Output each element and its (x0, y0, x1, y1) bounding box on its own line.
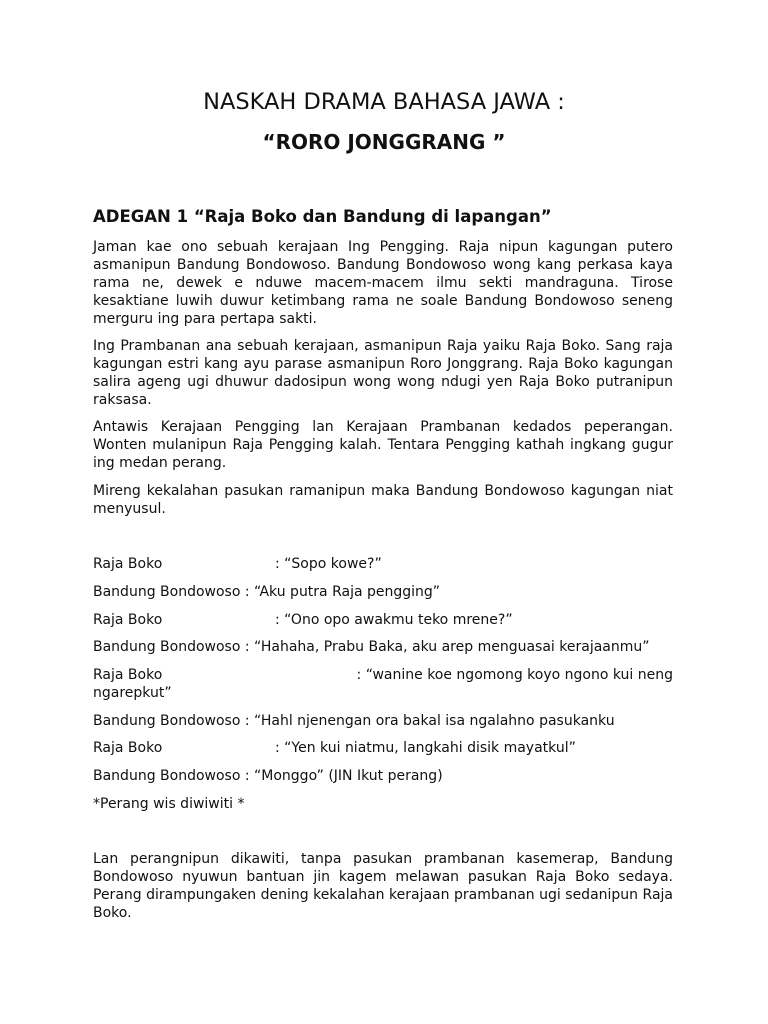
dialogue-text: : “wanine koe ngomong koyo ngono kui neng (356, 667, 673, 683)
dialogue-speaker: Bandung Bondowoso (93, 584, 241, 600)
dialogue-line (93, 666, 673, 702)
dialogue-text: : “Sopo kowe?” (275, 556, 382, 572)
dialogue-speaker: Raja Boko (93, 556, 163, 572)
closing-paragraph: Lan perangnipun dikawiti, tanpa pasukan prambanan kasemerap, Bandung Bondowoso nyuwun bantuan jin kagem melawan pasukan Raja Boko sedaya. Perang dirampungaken dening kekalahan kerajaan prambanan ugi sedanipun Raja Boko. (93, 851, 673, 921)
dialogue-line (93, 583, 673, 601)
dialogue-speaker: Raja Boko (93, 612, 163, 628)
dialogue-text: : “Yen kui niatmu, langkahi disik mayatkul” (275, 740, 576, 756)
scene-heading: ADEGAN 1 “Raja Boko dan Bandung di lapangan” (93, 207, 552, 226)
dialogue-line (93, 611, 673, 629)
dialogue-line (93, 767, 673, 785)
dialogue-line (93, 555, 673, 573)
dialogue-line (93, 739, 673, 757)
dialogue-text: : “Hahaha, Prabu Baka, aku arep menguasai kerajaanmu” (244, 639, 650, 655)
dialogue-text: : “Monggo” (JIN Ikut perang) (244, 768, 443, 784)
dialogue-text: : “Aku putra Raja pengging” (244, 584, 441, 600)
dialogue-text: : “Ono opo awakmu teko mrene?” (275, 612, 513, 628)
dialogue-line (93, 638, 673, 656)
paragraph-1: Jaman kae ono sebuah kerajaan Ing Pengging. Raja nipun kagungan putero asmanipun Bandung Bondowoso. Bandung Bondowoso wong kang perkasa kaya rama ne, dewek e nduwe macem-macem ilmu sekti mandraguna. Tirose kesaktiane luwih duwur ketimbang rama ne soale Bandung Bondowoso seneng merguru ing para pertapa sakti. (93, 239, 673, 327)
dialogue-text: : “Hahl njenengan ora bakal isa ngalahno pasukanku (244, 713, 615, 729)
dialogue-line (93, 712, 673, 730)
paragraph-2: Ing Prambanan ana sebuah kerajaan, asmanipun Raja yaiku Raja Boko. Sang raja kagungan estri kang ayu parase asmanipun Roro Jonggrang. Raja Boko kagungan salira ageng ugi dhuwur dadosipun wong wong ndugi yen Raja Boko putranipun raksasa. (93, 338, 673, 408)
dialogue-speaker: Raja Boko (93, 667, 163, 683)
stage-direction: *Perang wis diwiwiti * (93, 796, 245, 812)
paragraph-4: Mireng kekalahan pasukan ramanipun maka Bandung Bondowoso kagungan niat menyusul. (93, 483, 673, 517)
document-title: NASKAH DRAMA BAHASA JAWA : (203, 89, 565, 115)
paragraph-3: Antawis Kerajaan Pengging lan Kerajaan Prambanan kedados peperangan. Wonten mulanipun Raja Pengging kalah. Tentara Pengging kathah ingkang gugur ing medan perang. (93, 419, 673, 471)
document-subtitle: “RORO JONGGRANG ” (262, 130, 506, 154)
dialogue-continuation: ngarepkut” (93, 685, 172, 701)
dialogue-speaker: Bandung Bondowoso (93, 768, 241, 784)
dialogue-speaker: Bandung Bondowoso (93, 713, 241, 729)
dialogue-speaker: Bandung Bondowoso (93, 639, 241, 655)
dialogue-speaker: Raja Boko (93, 740, 163, 756)
